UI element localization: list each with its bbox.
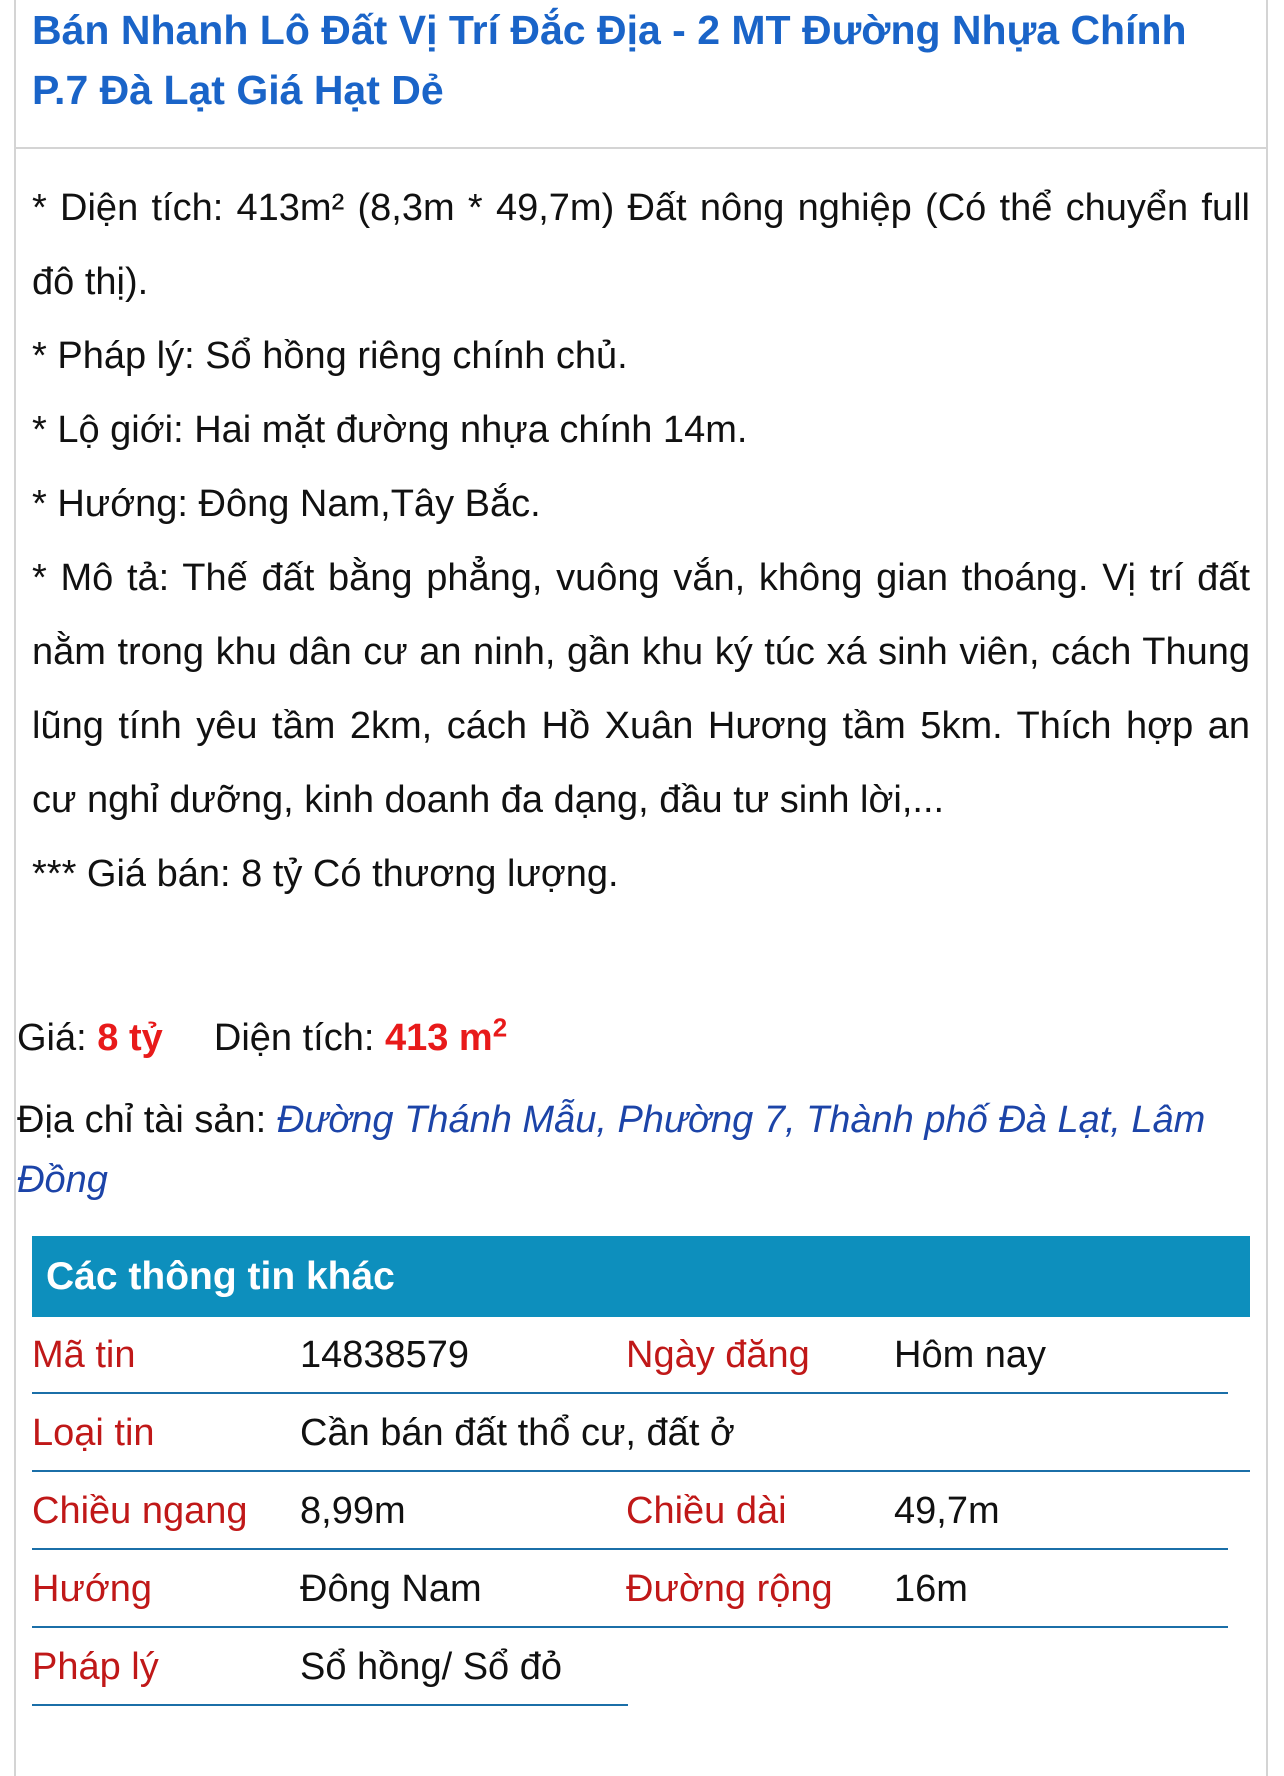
address-label: Địa chỉ tài sản: <box>17 1099 267 1141</box>
listing-title[interactable]: Bán Nhanh Lô Đất Vị Trí Đắc Địa - 2 MT Đường Nhựa Chính P.7 Đà Lạt Giá Hạt Dẻ <box>32 7 1187 113</box>
desc-direction: * Hướng: Đông Nam,Tây Bắc. <box>32 483 541 525</box>
info-label: Chiều dài <box>626 1490 787 1532</box>
info-value: 14838579 <box>300 1334 470 1376</box>
row-underline <box>32 1470 1250 1472</box>
property-address <box>17 1090 1257 1210</box>
info-label: Đường rộng <box>626 1568 833 1610</box>
info-label: Loại tin <box>32 1412 155 1454</box>
info-row <box>32 1395 1250 1472</box>
info-label: Ngày đăng <box>626 1334 810 1376</box>
info-value: Cần bán đất thổ cư, đất ở <box>300 1412 735 1454</box>
info-row <box>32 1551 1250 1628</box>
area-label: Diện tích: <box>213 1017 375 1059</box>
price-label: Giá: <box>17 1017 87 1059</box>
info-label: Chiều ngang <box>32 1490 248 1532</box>
row-underline <box>32 1392 1228 1394</box>
info-value: Sổ hồng/ Sổ đỏ <box>300 1646 562 1688</box>
info-label: Hướng <box>32 1568 153 1610</box>
info-label: Mã tin <box>32 1334 136 1376</box>
desc-legal: * Pháp lý: Sổ hồng riêng chính chủ. <box>32 335 628 377</box>
row-underline <box>32 1548 1228 1550</box>
info-row <box>32 1317 1250 1394</box>
info-value: 8,99m <box>300 1490 406 1532</box>
title-divider <box>14 147 1268 149</box>
desc-details: * Mô tả: Thế đất bằng phẳng, vuông vắn, không gian thoáng. Vị trí đất nằm trong khu dân cư an ninh, gần khu ký túc xá sinh viên, cách Thung lũng tính yêu tầm 2km, cách Hồ Xuân Hương tầm 5km. Thích hợp an cư nghỉ dưỡng, kinh doanh đa dạng, đầu tư sinh lời,... <box>32 557 1250 821</box>
desc-road: * Lộ giới: Hai mặt đường nhựa chính 14m. <box>32 409 748 451</box>
info-value: 49,7m <box>894 1490 1000 1532</box>
area-unit-superscript: 2 <box>492 1012 508 1043</box>
row-underline <box>32 1626 1228 1628</box>
info-row <box>32 1629 1250 1706</box>
row-underline <box>32 1704 628 1706</box>
area-value: 413 $m^2$ <box>384 1012 508 1059</box>
info-value: 16m <box>894 1568 968 1610</box>
price-value: 8 tỷ <box>97 1017 163 1059</box>
info-value: Hôm nay <box>894 1334 1047 1376</box>
info-row <box>32 1473 1250 1550</box>
info-value: Đông Nam <box>300 1568 482 1610</box>
desc-area: * Diện tích: 413m² (8,3m * 49,7m) Đất nông nghiệp (Có thể chuyển full đô thị). <box>32 187 1250 303</box>
listing-description <box>32 171 1250 911</box>
address-link[interactable]: Đường Thánh Mẫu, Phường 7, Thành phố Đà Lạt, Lâm Đồng <box>17 1099 1206 1201</box>
other-info-header: Các thông tin khác <box>32 1236 1250 1317</box>
info-label: Pháp lý <box>32 1646 159 1688</box>
price-area-summary <box>17 1008 507 1068</box>
desc-price: *** Giá bán: 8 tỷ Có thương lượng. <box>32 853 619 895</box>
